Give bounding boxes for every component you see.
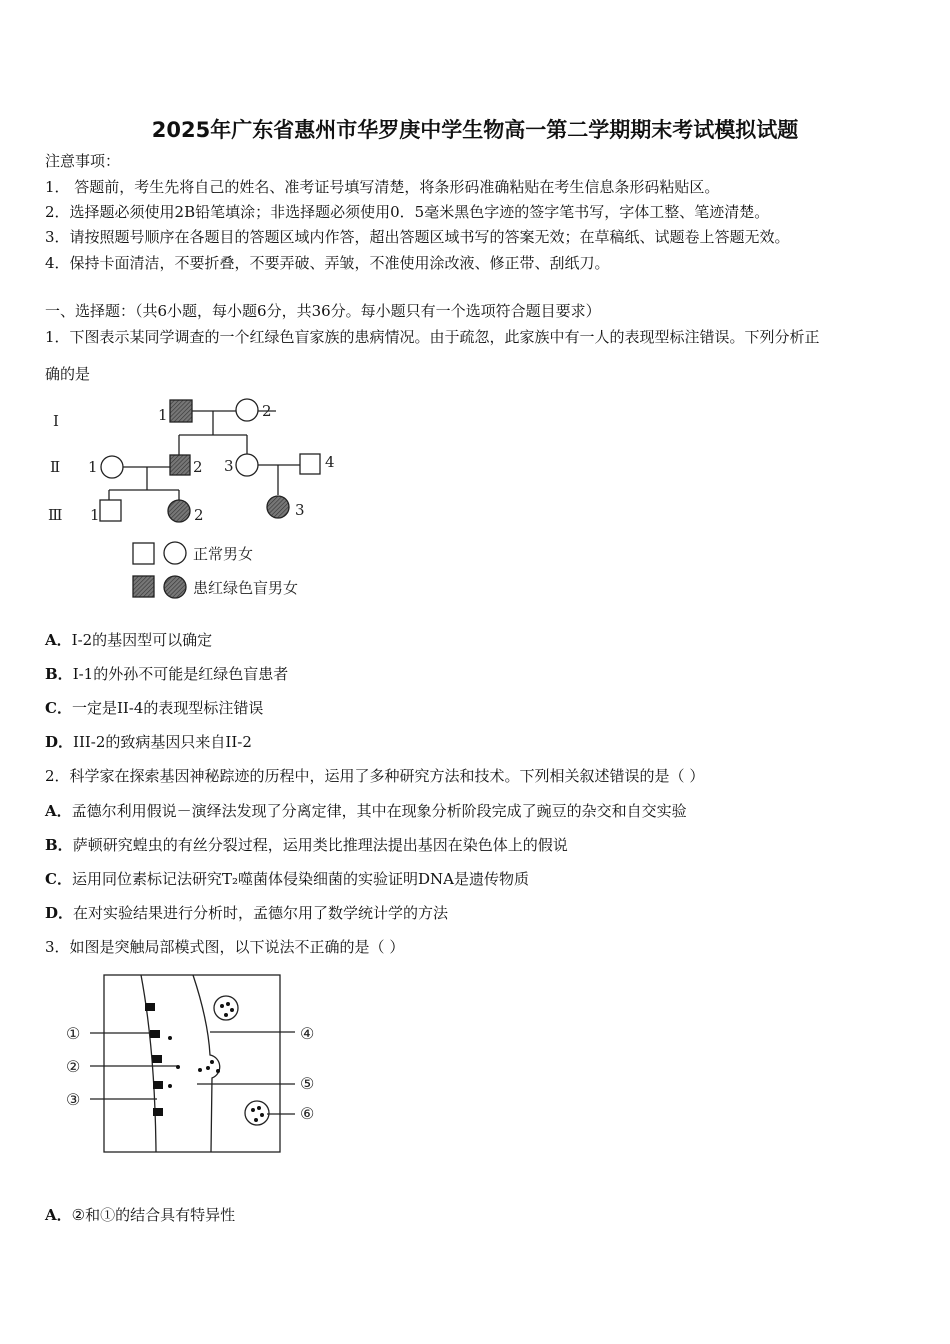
I-1-affected-male (170, 400, 192, 422)
pedigree-diagram (40, 390, 360, 610)
II-2-affected-male (170, 455, 190, 475)
question-stem: 确的是 (45, 365, 91, 383)
individual-number: 3 (224, 457, 234, 475)
note-item: 3．请按照题号顺序在各题目的答题区域内作答，超出答题区域书写的答案无效；在草稿纸、试题卷上答题无效。 (45, 228, 790, 246)
individual-number: 1 (88, 458, 98, 476)
synapse-diagram (40, 960, 340, 1160)
I-2-normal-female (236, 399, 258, 421)
II-1-normal-female (101, 456, 123, 478)
section-heading: 一、选择题：（共6小题，每小题6分，共36分。每小题只有一个选项符合题目要求） (45, 302, 601, 320)
individual-number: 3 (295, 501, 305, 519)
II-4-normal-male (300, 454, 320, 474)
question-stem: 1．下图表示某同学调查的一个红绿色盲家族的患病情况。由于疏忽，此家族中有一人的表现型标注错误。下列分析正 (45, 328, 820, 346)
note-item: 1． 答题前，考生先将自己的姓名、准考证号填写清楚，将条形码准确粘贴在考生信息条形码粘贴区。 (45, 178, 720, 196)
option-d: D．III-2的致病基因只来自II-2 (45, 733, 252, 751)
individual-number: 1 (158, 406, 168, 424)
label-6: ⑥ (300, 1104, 315, 1123)
III-2-affected-female (168, 500, 190, 522)
label-5: ⑤ (300, 1074, 315, 1093)
II-3-normal-female (236, 454, 258, 476)
question-stem: 2．科学家在探索基因神秘踪迹的历程中，运用了多种研究方法和技术。下列相关叙述错误的是（ ） (45, 767, 705, 785)
page-title: 2025年广东省惠州市华罗庚中学生物高一第二学期期末考试模拟试题 (151, 118, 799, 142)
option-a: A．②和①的结合具有特异性 (45, 1206, 236, 1224)
label-1: ① (66, 1024, 81, 1043)
legend-affected-female (164, 576, 186, 598)
option-b: B．I-1的外孙不可能是红绿色盲患者 (45, 665, 289, 683)
label-2: ② (66, 1057, 81, 1076)
legend-normal-female (164, 542, 186, 564)
generation-label: Ⅰ (53, 412, 59, 430)
notes-heading: 注意事项： (45, 152, 121, 170)
III-3-affected-female (267, 496, 289, 518)
individual-number: 4 (325, 453, 335, 471)
label-4: ④ (300, 1024, 315, 1043)
III-1-normal-male (100, 500, 121, 521)
option-c: C．运用同位素标记法研究T₂噬菌体侵染细菌的实验证明DNA是遗传物质 (45, 870, 529, 888)
generation-label: Ⅱ (50, 458, 61, 476)
individual-number: 1 (90, 506, 100, 524)
individual-number: 2 (194, 506, 204, 524)
note-item: 2．选择题必须使用2B铅笔填涂；非选择题必须使用0．5毫米黑色字迹的签字笔书写，字体工整、笔迹清楚。 (45, 203, 770, 221)
label-3: ③ (66, 1090, 81, 1109)
legend-label: 患红绿色盲男女 (193, 579, 299, 597)
individual-number: 2 (193, 458, 203, 476)
legend-affected-male (133, 576, 154, 597)
question-stem: 3．如图是突触局部模式图，以下说法不正确的是（ ） (45, 938, 405, 956)
option-b: B．萨顿研究蝗虫的有丝分裂过程，运用类比推理法提出基因在染色体上的假说 (45, 836, 568, 854)
legend-label: 正常男女 (193, 545, 254, 563)
generation-label: Ⅲ (48, 506, 63, 524)
option-d: D．在对实验结果进行分析时，孟德尔用了数学统计学的方法 (45, 904, 449, 922)
option-a: A．孟德尔利用假说－演绎法发现了分离定律，其中在现象分析阶段完成了豌豆的杂交和自交实验 (45, 802, 687, 820)
option-c: C．一定是II-4的表现型标注错误 (45, 699, 264, 717)
note-item: 4．保持卡面清洁，不要折叠，不要弄破、弄皱，不准使用涂改液、修正带、刮纸刀。 (45, 254, 610, 272)
individual-number: 2 (262, 402, 272, 420)
option-a: A．I-2的基因型可以确定 (45, 631, 213, 649)
legend-normal-male (133, 543, 154, 564)
